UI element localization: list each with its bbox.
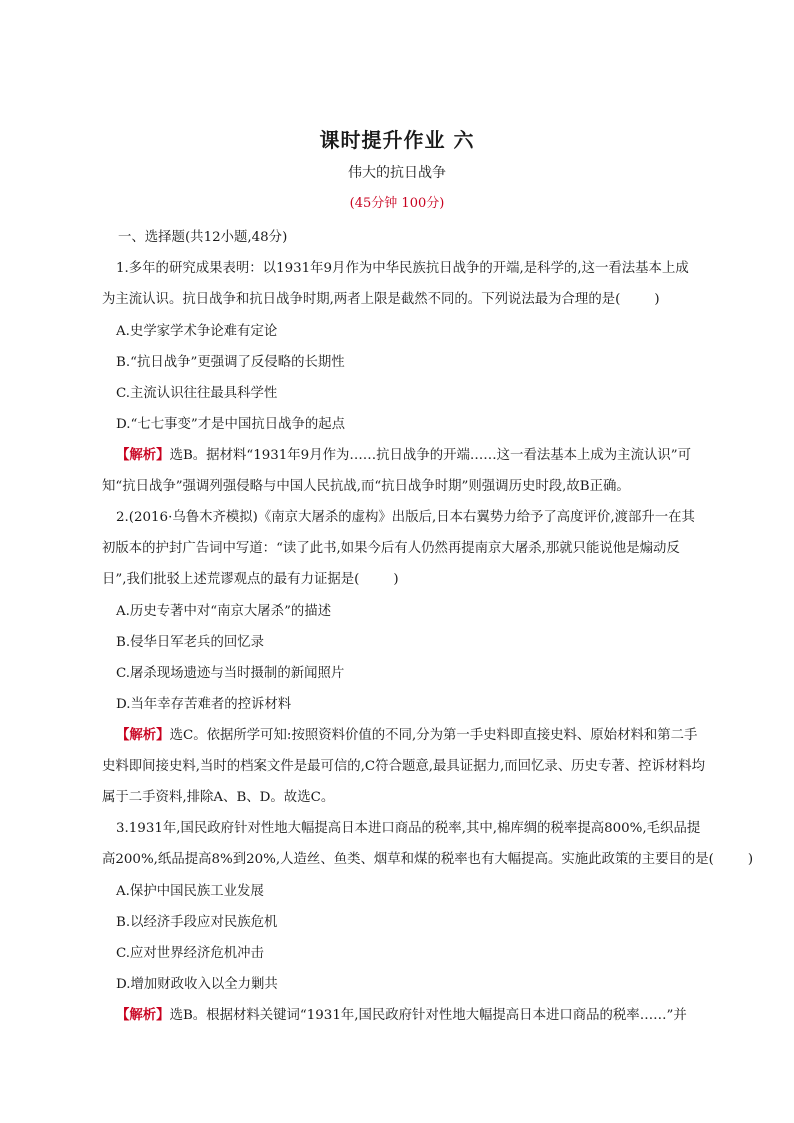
page-subtitle: 伟大的抗日战争 [348, 165, 446, 181]
question-1-option-d: D.“七七事变”才是中国抗日战争的起点 [116, 417, 346, 432]
question-3-stem-line-2: 高200%,纸品提高8%到20%,人造丝、鱼类、烟草和煤的税率也有大幅提高。实施此政策的主要目的是( ) [102, 852, 754, 867]
analysis-tag: 【解析】 [116, 1007, 170, 1023]
question-2-option-d: D.当年幸存苦难者的控诉材料 [116, 697, 292, 712]
time-score-note: (45分钟 100分) [349, 196, 445, 211]
page-title: 课时提升作业 六 [319, 128, 475, 152]
question-3-option-d: D.增加财政收入以全力剿共 [116, 977, 278, 992]
question-2-analysis-line-2: 史料即间接史料,当时的档案文件是最可信的,C符合题意,最具证据力,而回忆录、历史专著、控诉材料均 [102, 759, 706, 774]
question-3-stem-line-1: 3.1931年,国民政府针对性地大幅提高日本进口商品的税率,其中,棉库绸的税率提高800%,毛织品提 [116, 821, 701, 836]
question-1-option-a: A.史学家学术争论难有定论 [116, 324, 278, 339]
question-1-analysis-line-2: 知“抗日战争”强调列强侵略与中国人民抗战,而“抗日战争时期”则强调历史时段,故B正确。 [102, 479, 630, 494]
question-1-analysis-line-1: 【解析】选B。据材料“1931年9月作为……抗日战争的开端……这一看法基本上成为主流认识”可 [116, 447, 691, 463]
question-1-option-c: C.主流认识往往最具科学性 [116, 386, 278, 401]
section-heading: 一、选择题(共12小题,48分) [118, 230, 288, 245]
question-2-analysis-line-1: 【解析】选C。依据所学可知:按照资料价值的不同,分为第一手史料即直接史料、原始材料和第二手 [116, 727, 698, 743]
question-2-option-b: B.侵华日军老兵的回忆录 [116, 635, 265, 650]
question-2-analysis-line-3: 属于二手资料,排除A、B、D。故选C。 [102, 790, 335, 805]
analysis-tag: 【解析】 [116, 727, 170, 743]
question-1-option-b: B.“抗日战争”更强调了反侵略的长期性 [116, 355, 345, 370]
question-3-option-c: C.应对世界经济危机冲击 [116, 946, 264, 961]
question-3-option-a: A.保护中国民族工业发展 [116, 884, 264, 899]
question-1-stem-line-2: 为主流认识。抗日战争和抗日战争时期,两者上限是截然不同的。下列说法最为合理的是( ) [102, 292, 660, 307]
question-2-option-a: A.历史专著中对“南京大屠杀”的描述 [116, 604, 332, 619]
analysis-tag: 【解析】 [116, 447, 170, 463]
question-3-option-b: B.以经济手段应对民族危机 [116, 915, 278, 930]
question-3-analysis-line-1: 【解析】选B。根据材料关键词“1931年,国民政府针对性地大幅提高日本进口商品的税率……”并 [116, 1007, 687, 1023]
question-1-stem-line-1: 1.多年的研究成果表明：以1931年9月作为中华民族抗日战争的开端,是科学的,这一看法基本上成 [116, 261, 689, 276]
question-2-stem-line-2: 初版本的护封广告词中写道：“读了此书,如果今后有人仍然再提南京大屠杀,那就只能说他是煽动反 [102, 541, 680, 556]
question-2-stem-line-3: 日”,我们批驳上述荒谬观点的最有力证据是( ) [102, 572, 399, 587]
question-2-stem-line-1: 2.(2016·乌鲁木齐模拟)《南京大屠杀的虚构》出版后,日本右翼势力给予了高度评价,渡部升一在其 [116, 510, 695, 525]
question-2-option-c: C.屠杀现场遗迹与当时摄制的新闻照片 [116, 666, 345, 681]
